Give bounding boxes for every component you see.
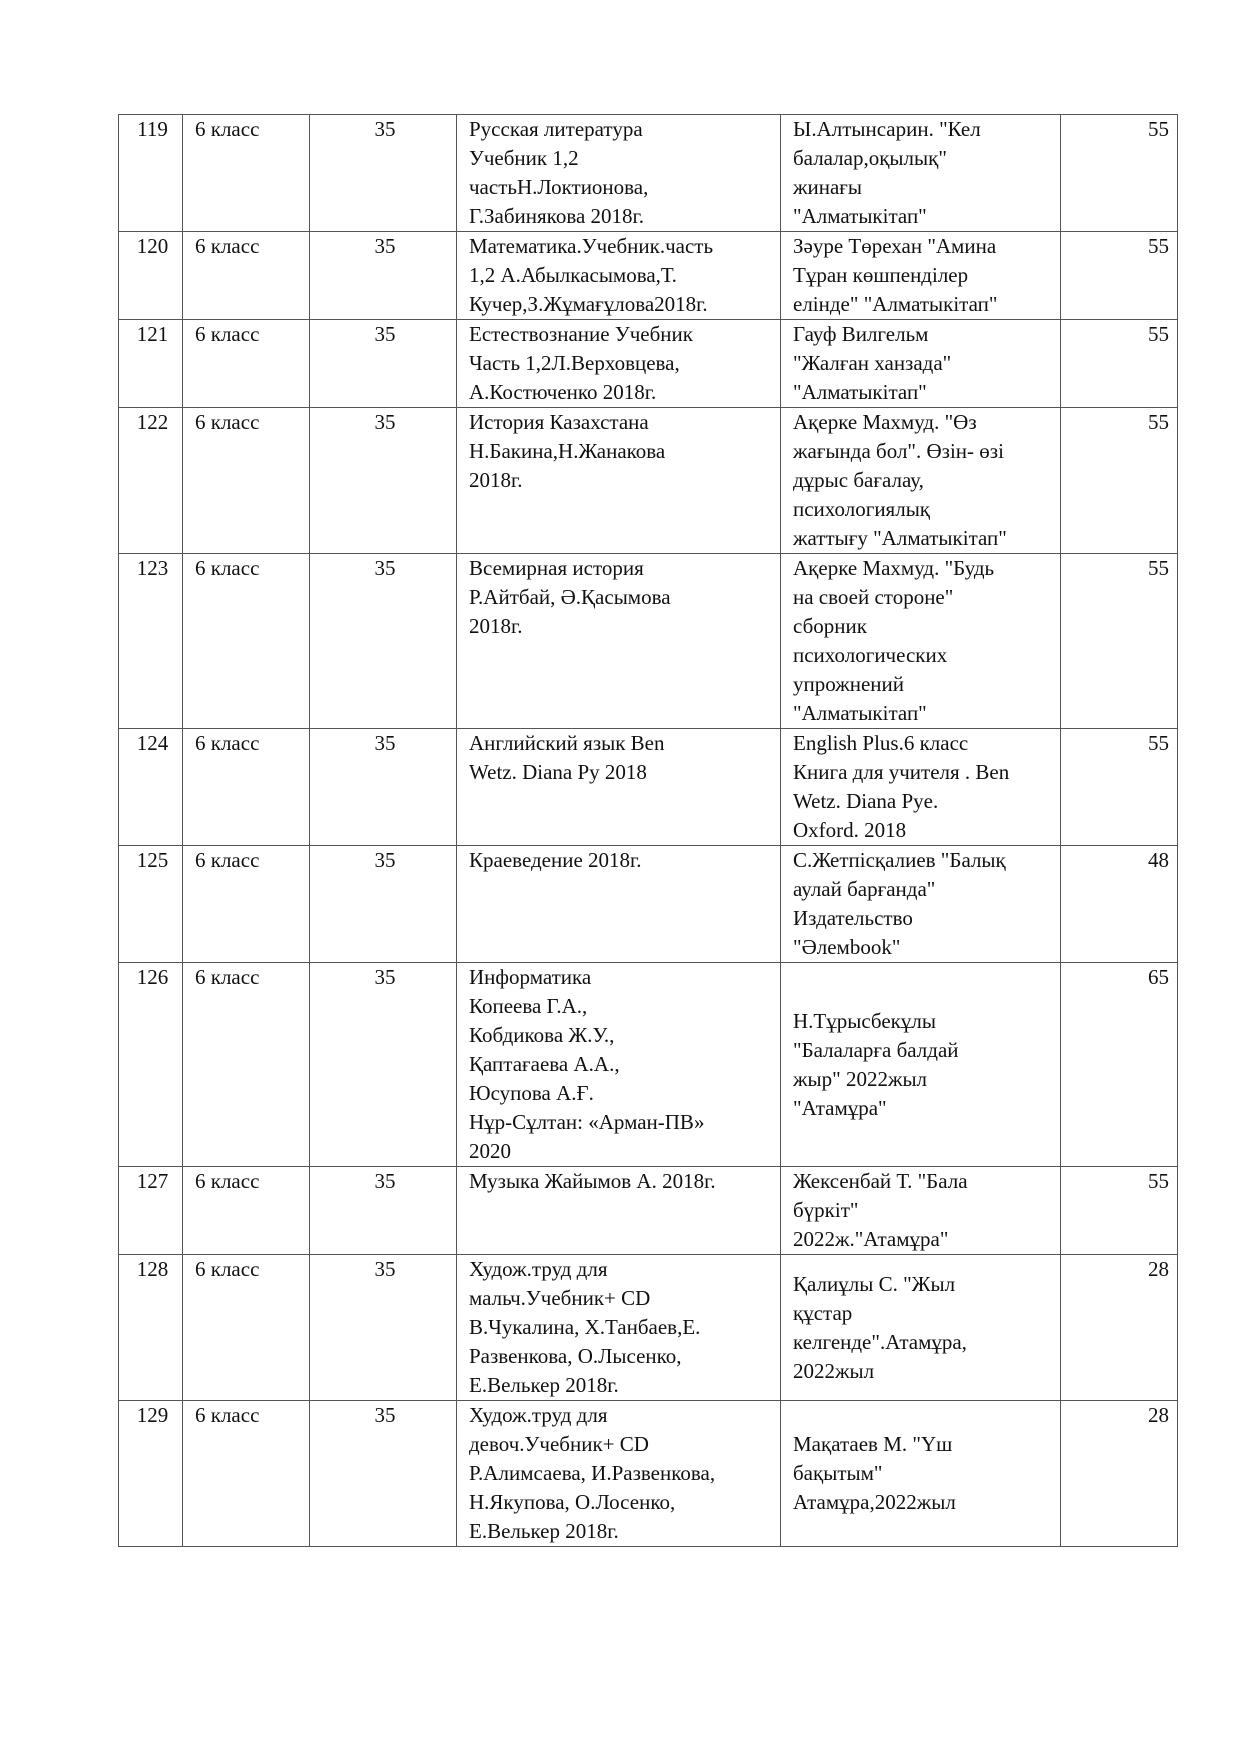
textbook-title-line: Кобдикова Ж.У., bbox=[469, 1023, 615, 1047]
textbook-title-line: 2018г. bbox=[469, 468, 523, 492]
extra-reading-line: "Әлемbook" bbox=[793, 935, 901, 959]
copies-cell: 28 bbox=[1061, 1401, 1178, 1547]
textbook-title-line: Музыка Жайымов А. 2018г. bbox=[469, 1169, 716, 1193]
table-row bbox=[119, 232, 1178, 320]
textbook-title-line: В.Чукалина, Х.Танбаев,Е. bbox=[469, 1315, 701, 1339]
extra-reading-line: дұрыс бағалау, bbox=[793, 468, 924, 492]
textbook-title-line: Р.Алимсаева, И.Развенкова, bbox=[469, 1461, 716, 1485]
extra-reading-line: упрожнений bbox=[793, 672, 904, 696]
extra-reading-line: Ы.Алтынсарин. "Кел bbox=[793, 117, 981, 141]
extra-reading-cell bbox=[781, 963, 1061, 1167]
extra-reading-line: жаттығу "Алматыкітап" bbox=[793, 526, 1007, 550]
extra-reading-line: психологических bbox=[793, 643, 948, 667]
extra-reading-cell bbox=[781, 1167, 1061, 1255]
copies-cell: 55 bbox=[1061, 1167, 1178, 1255]
extra-reading-line: аулай барғанда" bbox=[793, 877, 936, 901]
textbook-title-line: Юсупова А.Ғ. bbox=[469, 1081, 594, 1105]
class-cell: 6 класс bbox=[183, 1401, 310, 1547]
extra-reading-cell bbox=[781, 846, 1061, 963]
textbook-title-line: А.Костюченко 2018г. bbox=[469, 380, 657, 404]
textbook-title-line: Кучер,З.Жұмағұлова2018г. bbox=[469, 292, 708, 316]
class-cell: 6 класс bbox=[183, 846, 310, 963]
extra-reading-line: "Атамұра" bbox=[793, 1095, 887, 1120]
extra-reading-line: жағында бол". Өзін- өзі bbox=[793, 439, 1004, 463]
extra-reading-cell bbox=[781, 320, 1061, 408]
row-number-cell: 121 bbox=[119, 320, 183, 408]
textbook-title-line: Английский язык Ben bbox=[469, 731, 665, 755]
textbook-title-line: История Казахстана bbox=[469, 410, 649, 434]
extra-reading-line: жыр" 2022жыл bbox=[793, 1066, 928, 1091]
textbook-title-line: Е.Велькер 2018г. bbox=[469, 1519, 619, 1543]
extra-reading-cell bbox=[781, 232, 1061, 320]
extra-reading-line: English Plus.6 класс bbox=[793, 731, 969, 755]
copies-cell: 55 bbox=[1061, 408, 1178, 554]
table-row bbox=[119, 846, 1178, 963]
textbook-title-line: Естествознание Учебник bbox=[469, 322, 693, 346]
textbook-title-cell bbox=[457, 408, 781, 554]
hours-cell: 35 bbox=[310, 729, 457, 846]
copies-cell: 55 bbox=[1061, 320, 1178, 408]
extra-reading-line: 2022ж."Атамұра" bbox=[793, 1227, 949, 1251]
copies-cell: 28 bbox=[1061, 1255, 1178, 1401]
extra-reading-line: елінде" "Алматыкітап" bbox=[793, 292, 998, 316]
class-cell: 6 класс bbox=[183, 232, 310, 320]
extra-reading-line: балалар,оқылық" bbox=[793, 146, 947, 170]
extra-reading-cell bbox=[781, 408, 1061, 554]
textbook-title-cell bbox=[457, 1167, 781, 1255]
row-number-cell: 123 bbox=[119, 554, 183, 729]
textbook-title-line: мальч.Учебник+ CD bbox=[469, 1286, 651, 1310]
table-row bbox=[119, 963, 1178, 1167]
extra-reading-line: С.Жетпісқалиев "Балық bbox=[793, 848, 1006, 872]
copies-cell: 55 bbox=[1061, 115, 1178, 232]
extra-reading-line: "Алматыкітап" bbox=[793, 380, 927, 404]
extra-reading-line: Атамұра,2022жыл bbox=[793, 1490, 956, 1514]
textbook-title-cell bbox=[457, 1401, 781, 1547]
row-number-cell: 127 bbox=[119, 1167, 183, 1255]
extra-reading-line: "Балаларға балдай bbox=[793, 1037, 959, 1062]
table-row bbox=[119, 408, 1178, 554]
textbook-title-line: Г.Забинякова 2018г. bbox=[469, 204, 645, 228]
textbook-title-line: Н.Якупова, О.Лосенко, bbox=[469, 1490, 676, 1514]
textbook-title-line: 2018г. bbox=[469, 614, 523, 638]
extra-reading-line: келгенде".Атамұра, bbox=[793, 1329, 967, 1354]
copies-cell: 48 bbox=[1061, 846, 1178, 963]
hours-cell: 35 bbox=[310, 115, 457, 232]
extra-reading-line: Жексенбай Т. "Бала bbox=[793, 1169, 968, 1193]
textbook-title-line: Қаптағаева А.А., bbox=[469, 1052, 620, 1076]
textbook-title-line: Развенкова, О.Лысенко, bbox=[469, 1344, 682, 1368]
extra-reading-cell bbox=[781, 115, 1061, 232]
hours-cell: 35 bbox=[310, 232, 457, 320]
extra-reading-line: Тұран көшпенділер bbox=[793, 263, 969, 287]
row-number-cell: 125 bbox=[119, 846, 183, 963]
textbook-title-cell bbox=[457, 729, 781, 846]
copies-cell: 65 bbox=[1061, 963, 1178, 1167]
extra-reading-cell bbox=[781, 1401, 1061, 1547]
hours-cell: 35 bbox=[310, 320, 457, 408]
textbook-title-cell bbox=[457, 320, 781, 408]
hours-cell: 35 bbox=[310, 846, 457, 963]
class-cell: 6 класс bbox=[183, 320, 310, 408]
hours-cell: 35 bbox=[310, 963, 457, 1167]
textbook-title-line: Н.Бакина,Н.Жанакова bbox=[469, 439, 666, 463]
extra-reading-line: Қалиұлы С. "Жыл bbox=[793, 1271, 956, 1296]
extra-reading-cell bbox=[781, 554, 1061, 729]
row-number-cell: 122 bbox=[119, 408, 183, 554]
extra-reading-line: Мақатаев М. "Үш bbox=[793, 1432, 953, 1456]
extra-reading-line: "Жалған ханзада" bbox=[793, 351, 952, 375]
textbook-title-line: Худож.труд для bbox=[469, 1403, 608, 1427]
table-row bbox=[119, 554, 1178, 729]
extra-reading-line: Зәуре Төрехан "Амина bbox=[793, 234, 997, 258]
textbook-title-line: Нұр-Сұлтан: «Арман-ПВ» bbox=[469, 1110, 705, 1134]
class-cell: 6 класс bbox=[183, 729, 310, 846]
row-number-cell: 124 bbox=[119, 729, 183, 846]
extra-reading-line: бүркіт" bbox=[793, 1198, 859, 1222]
hours-cell: 35 bbox=[310, 1167, 457, 1255]
textbook-title-line: Учебник 1,2 bbox=[469, 146, 579, 170]
textbook-title-line: Математика.Учебник.часть bbox=[469, 234, 714, 258]
textbook-title-cell bbox=[457, 115, 781, 232]
copies-cell: 55 bbox=[1061, 729, 1178, 846]
extra-reading-line: құстар bbox=[793, 1300, 853, 1325]
textbook-title-line: Wetz. Diana Py 2018 bbox=[469, 760, 647, 784]
copies-cell: 55 bbox=[1061, 232, 1178, 320]
table-row bbox=[119, 1255, 1178, 1401]
textbook-title-line: Р.Айтбай, Ә.Қасымова bbox=[469, 585, 671, 609]
textbook-title-cell bbox=[457, 1255, 781, 1401]
textbook-title-cell bbox=[457, 846, 781, 963]
extra-reading-line: бақытым" bbox=[793, 1461, 883, 1485]
class-cell: 6 класс bbox=[183, 1255, 310, 1401]
class-cell: 6 класс bbox=[183, 1167, 310, 1255]
table-body bbox=[119, 115, 1178, 1547]
extra-reading-line: 2022жыл bbox=[793, 1358, 875, 1383]
class-cell: 6 класс bbox=[183, 408, 310, 554]
extra-reading-line: на своей стороне" bbox=[793, 585, 954, 609]
row-number-cell: 126 bbox=[119, 963, 183, 1167]
extra-reading-line: Ақерке Махмуд. "Өз bbox=[793, 410, 977, 434]
row-number-cell: 119 bbox=[119, 115, 183, 232]
table-row bbox=[119, 729, 1178, 846]
extra-reading-line: "Алматыкітап" bbox=[793, 204, 927, 228]
textbook-title-cell bbox=[457, 963, 781, 1167]
row-number-cell: 120 bbox=[119, 232, 183, 320]
extra-reading-line: Ақерке Махмуд. "Будь bbox=[793, 556, 995, 580]
table-row bbox=[119, 1167, 1178, 1255]
extra-reading-line: Oxford. 2018 bbox=[793, 818, 907, 842]
textbook-title-line: Копеева Г.А., bbox=[469, 994, 588, 1018]
extra-reading-line: "Алматыкітап" bbox=[793, 701, 927, 725]
textbook-title-line: Часть 1,2Л.Верховцева, bbox=[469, 351, 680, 375]
textbook-title-line: 1,2 А.Абылкасымова,Т. bbox=[469, 263, 677, 287]
extra-reading-line: Книга для учителя . Ben bbox=[793, 760, 1010, 784]
textbook-title-line: девоч.Учебник+ CD bbox=[469, 1432, 649, 1456]
extra-reading-cell bbox=[781, 729, 1061, 846]
hours-cell: 35 bbox=[310, 554, 457, 729]
table-row bbox=[119, 115, 1178, 232]
textbook-table bbox=[118, 114, 1178, 1547]
extra-reading-line: Н.Тұрысбекұлы bbox=[793, 1008, 936, 1033]
extra-reading-line: психологиялық bbox=[793, 497, 931, 521]
extra-reading-line: сборник bbox=[793, 614, 867, 638]
copies-cell: 55 bbox=[1061, 554, 1178, 729]
class-cell: 6 класс bbox=[183, 963, 310, 1167]
hours-cell: 35 bbox=[310, 1255, 457, 1401]
table-row bbox=[119, 320, 1178, 408]
row-number-cell: 129 bbox=[119, 1401, 183, 1547]
textbook-title-line: частьН.Локтионова, bbox=[469, 175, 649, 199]
textbook-title-line: Худож.труд для bbox=[469, 1257, 608, 1281]
textbook-title-cell bbox=[457, 232, 781, 320]
extra-reading-line: Wetz. Diana Pye. bbox=[793, 789, 939, 813]
extra-reading-cell bbox=[781, 1255, 1061, 1401]
row-number-cell: 128 bbox=[119, 1255, 183, 1401]
extra-reading-line: жинағы bbox=[793, 175, 863, 199]
hours-cell: 35 bbox=[310, 408, 457, 554]
textbook-title-line: Е.Велькер 2018г. bbox=[469, 1373, 619, 1397]
textbook-title-line: Всемирная история bbox=[469, 556, 644, 580]
class-cell: 6 класс bbox=[183, 115, 310, 232]
table-row bbox=[119, 1401, 1178, 1547]
textbook-title-line: Краеведение 2018г. bbox=[469, 848, 642, 872]
textbook-title-cell bbox=[457, 554, 781, 729]
extra-reading-line: Гауф Вилгельм bbox=[793, 322, 929, 346]
hours-cell: 35 bbox=[310, 1401, 457, 1547]
textbook-title-line: Русская литература bbox=[469, 117, 643, 141]
textbook-title-line: 2020 bbox=[469, 1139, 511, 1163]
textbook-title-line: Информатика bbox=[469, 965, 592, 989]
extra-reading-line: Издательство bbox=[793, 906, 913, 930]
class-cell: 6 класс bbox=[183, 554, 310, 729]
